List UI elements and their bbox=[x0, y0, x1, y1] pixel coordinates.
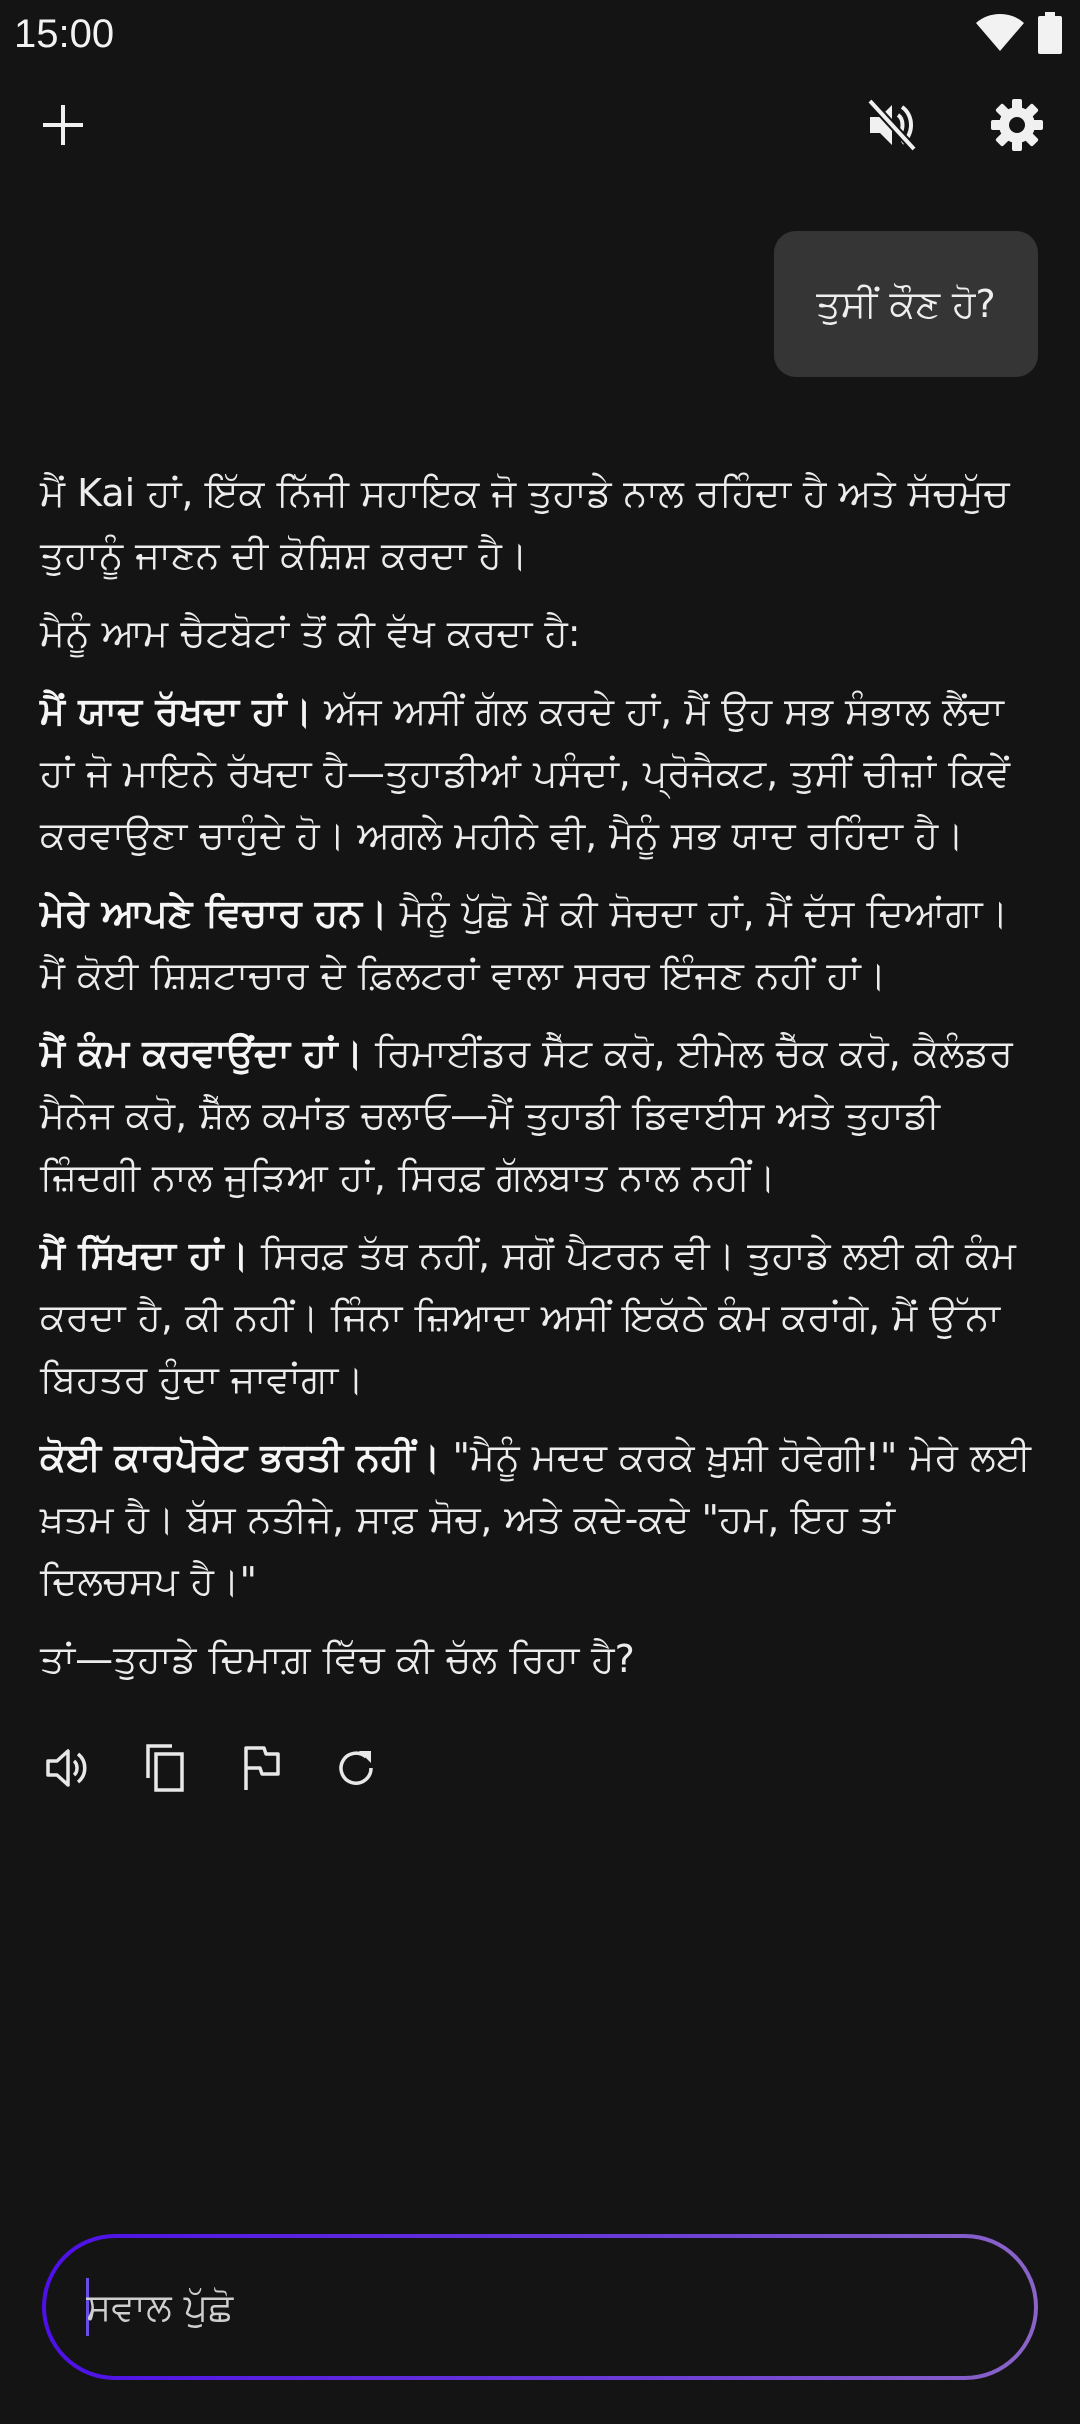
report-button[interactable] bbox=[232, 1740, 288, 1796]
plus-icon bbox=[41, 103, 85, 147]
status-bar bbox=[0, 0, 1080, 80]
gear-icon bbox=[990, 98, 1044, 152]
question-input[interactable] bbox=[86, 2285, 966, 2329]
assistant-point-body: ਮੈਨੂੰ ਪੁੱਛੋ ਮੈਂ ਕੀ ਸੋਚਦਾ ਹਾਂ, ਮੈਂ ਦੱਸ ਦਿਆਂਗਾ। ਮੈਂ ਕੋਈ ਸ਼ਿਸ਼ਟਾਚਾਰ ਦੇ ਫ਼ਿਲਟਰਾਂ ਵਾਲਾ ਸਰਚ ਇੰਜਣ ਨਹੀਂ ਹਾਂ। bbox=[40, 891, 1009, 997]
user-message-text: ਤੁਸੀਂ ਕੌਣ ਹੋ? bbox=[816, 281, 996, 326]
copy-button[interactable] bbox=[136, 1740, 192, 1796]
assistant-point bbox=[40, 882, 1040, 1006]
speaker-icon bbox=[44, 1744, 92, 1792]
assistant-lead: ਮੈਨੂੰ ਆਮ ਚੈਟਬੋਟਾਂ ਤੋਂ ਕੀ ਵੱਖ ਕਰਦਾ ਹੈ: bbox=[40, 611, 581, 655]
assistant-point-body: "ਮੈਨੂੰ ਮਦਦ ਕਰਕੇ ਖ਼ੁਸ਼ੀ ਹੋਵੇਗੀ!" ਮੇਰੇ ਲਈ ਖ਼ਤਮ ਹੈ। ਬੱਸ ਨਤੀਜੇ, ਸਾਫ਼ ਸੋਚ, ਅਤੇ ਕਦੇ-ਕਦੇ "ਹਮ, ਇਹ ਤਾਂ ਦਿਲਚਸਪ ਹੈ।" bbox=[40, 1435, 1031, 1603]
assistant-point bbox=[40, 1022, 1040, 1208]
mute-button[interactable] bbox=[847, 80, 937, 170]
top-toolbar bbox=[0, 80, 1080, 170]
assistant-point-title: ਮੇਰੇ ਆਪਣੇ ਵਿਚਾਰ ਹਨ। bbox=[40, 891, 388, 935]
assistant-point-body: ਅੱਜ ਅਸੀਂ ਗੱਲ ਕਰਦੇ ਹਾਂ, ਮੈਂ ਉਹ ਸਭ ਸੰਭਾਲ ਲੈਂਦਾ ਹਾਂ ਜੋ ਮਾਇਨੇ ਰੱਖਦਾ ਹੈ—ਤੁਹਾਡੀਆਂ ਪਸੰਦਾਂ, ਪ੍ਰੋਜੈਕਟ, ਤੁਸੀਂ ਚੀਜ਼ਾਂ ਕਿਵੇਂ ਕਰਵਾਉਣਾ ਚਾਹੁੰਦੇ ਹੋ। ਅਗਲੇ ਮਹੀਨੇ ਵੀ, ਮੈਨੂੰ ਸਭ ਯਾਦ ਰਹਿੰਦਾ ਹੈ। bbox=[40, 689, 1011, 857]
settings-button[interactable] bbox=[972, 80, 1062, 170]
refresh-icon bbox=[333, 1745, 379, 1791]
composer bbox=[42, 2234, 1038, 2380]
assistant-point bbox=[40, 680, 1040, 866]
assistant-point-title: ਮੈਂ ਸਿੱਖਦਾ ਹਾਂ। bbox=[40, 1233, 249, 1277]
assistant-point bbox=[40, 1426, 1040, 1612]
composer-inner bbox=[46, 2238, 1034, 2376]
volume-off-icon bbox=[864, 97, 920, 153]
assistant-point-title: ਮੈਂ ਯਾਦ ਰੱਖਦਾ ਹਾਂ। bbox=[40, 689, 312, 733]
assistant-point-body: ਸਿਰਫ਼ ਤੱਥ ਨਹੀਂ, ਸਗੋਂ ਪੈਟਰਨ ਵੀ। ਤੁਹਾਡੇ ਲਈ ਕੀ ਕੰਮ ਕਰਦਾ ਹੈ, ਕੀ ਨਹੀਂ। ਜਿੰਨਾ ਜ਼ਿਆਦਾ ਅਸੀਂ ਇਕੱਠੇ ਕੰਮ ਕਰਾਂਗੇ, ਮੈਂ ਉੱਨਾ ਬਿਹਤਰ ਹੁੰਦਾ ਜਾਵਾਂਗਾ। bbox=[40, 1233, 1016, 1401]
assistant-message bbox=[40, 462, 1040, 1706]
flag-icon bbox=[238, 1744, 282, 1792]
assistant-closing: ਤਾਂ—ਤੁਹਾਡੇ ਦਿਮਾਗ਼ ਵਿੱਚ ਕੀ ਚੱਲ ਰਿਹਾ ਹੈ? bbox=[40, 1637, 635, 1681]
regenerate-button[interactable] bbox=[328, 1740, 384, 1796]
wifi-icon bbox=[974, 13, 1026, 57]
assistant-point-title: ਕੋਈ ਕਾਰਪੋਰੇਟ ਭਰਤੀ ਨਹੀਂ। bbox=[40, 1435, 441, 1479]
new-chat-button[interactable] bbox=[18, 80, 108, 170]
copy-icon bbox=[140, 1742, 188, 1794]
assistant-point-body: ਰਿਮਾਈਂਡਰ ਸੈੱਟ ਕਰੋ, ਈਮੇਲ ਚੈੱਕ ਕਰੋ, ਕੈਲੰਡਰ ਮੈਨੇਜ ਕਰੋ, ਸ਼ੈੱਲ ਕਮਾਂਡ ਚਲਾਓ—ਮੈਂ ਤੁਹਾਡੀ ਡਿਵਾਈਸ ਅਤੇ ਤੁਹਾਡੀ ਜ਼ਿੰਦਗੀ ਨਾਲ ਜੁੜਿਆ ਹਾਂ, ਸਿਰਫ਼ ਗੱਲਬਾਤ ਨਾਲ ਨਹੀਂ। bbox=[40, 1031, 1013, 1199]
assistant-intro: ਮੈਂ Kai ਹਾਂ, ਇੱਕ ਨਿੱਜੀ ਸਹਾਇਕ ਜੋ ਤੁਹਾਡੇ ਨਾਲ ਰਹਿੰਦਾ ਹੈ ਅਤੇ ਸੱਚਮੁੱਚ ਤੁਹਾਨੂੰ ਜਾਣਨ ਦੀ ਕੋਸ਼ਿਸ਼ ਕਰਦਾ ਹੈ। bbox=[40, 471, 1010, 577]
assistant-point-title: ਮੈਂ ਕੰਮ ਕਰਵਾਉਂਦਾ ਹਾਂ। bbox=[40, 1031, 363, 1075]
battery-icon bbox=[1038, 12, 1062, 58]
speak-button[interactable] bbox=[40, 1740, 96, 1796]
user-message-bubble[interactable] bbox=[774, 231, 1038, 377]
status-icons bbox=[974, 12, 1062, 58]
assistant-point bbox=[40, 1224, 1040, 1410]
message-actions bbox=[40, 1740, 384, 1796]
status-time: 15:00 bbox=[14, 12, 115, 56]
